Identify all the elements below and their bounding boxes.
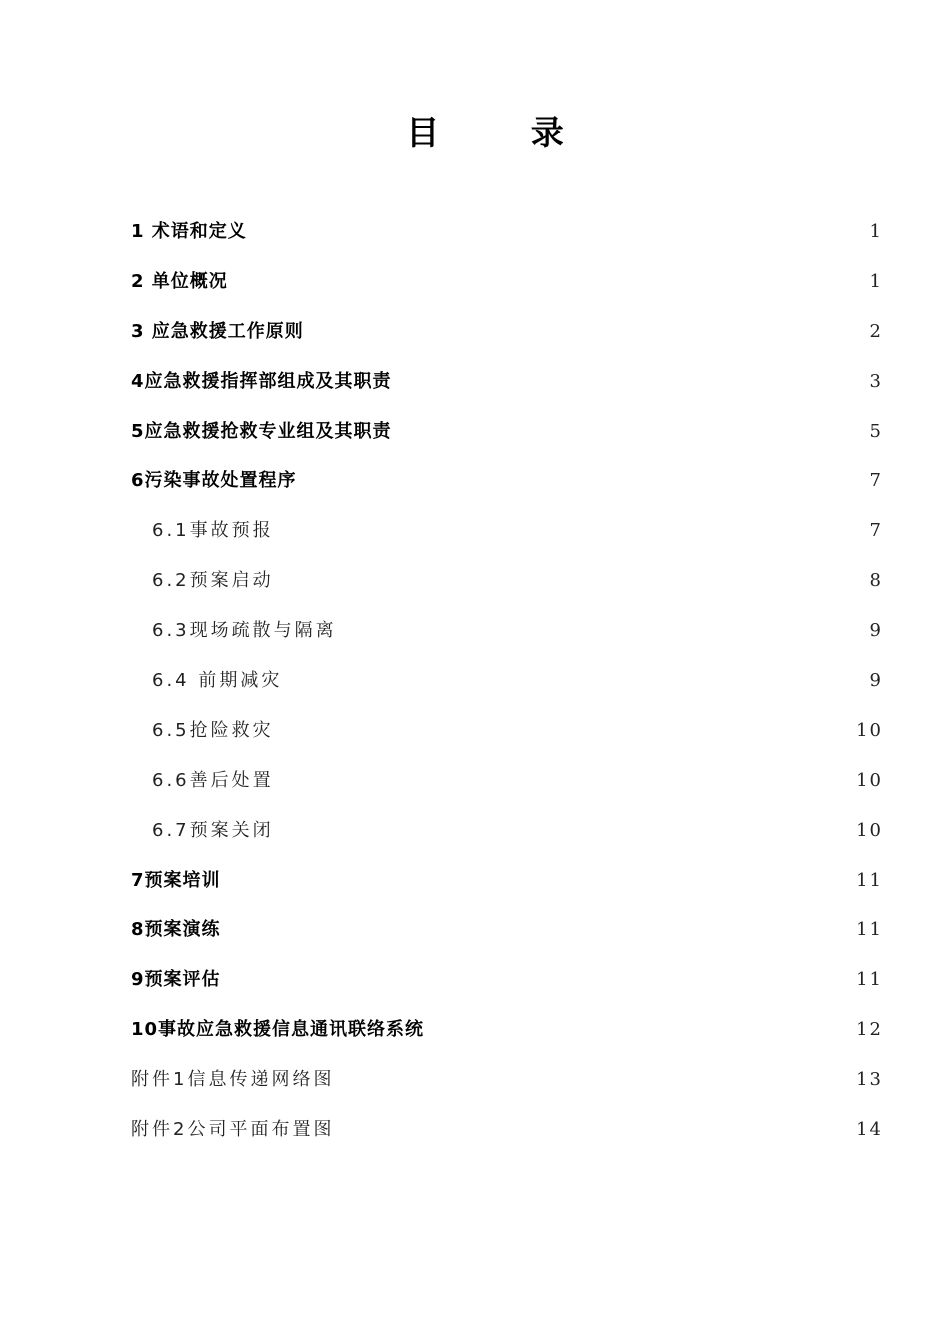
toc-leader-dots bbox=[276, 521, 866, 541]
toc-entry[interactable] bbox=[131, 1105, 883, 1155]
toc-entry[interactable] bbox=[131, 656, 883, 706]
toc-entry[interactable] bbox=[131, 1005, 883, 1055]
toc-entry-page-number: 9 bbox=[869, 670, 883, 692]
toc-entry[interactable] bbox=[131, 706, 883, 756]
toc-entry[interactable] bbox=[131, 905, 883, 955]
toc-entry[interactable] bbox=[131, 1055, 883, 1105]
toc-entry-page-number: 12 bbox=[856, 1019, 883, 1041]
toc-entry-label: 6污染事故处置程序 bbox=[131, 470, 297, 492]
toc-entry-label: 8预案演练 bbox=[131, 919, 221, 941]
toc-entry[interactable] bbox=[131, 407, 883, 457]
toc-entry[interactable] bbox=[131, 357, 883, 407]
toc-entry-page-number: 1 bbox=[869, 221, 883, 242]
toc-entry-page-number: 8 bbox=[869, 570, 883, 592]
toc-entry-page-number: 11 bbox=[856, 919, 883, 941]
toc-entry-label: 5应急救援抢救专业组及其职责 bbox=[131, 420, 392, 442]
toc-entry-page-number: 1 bbox=[869, 270, 883, 292]
toc-entry-page-number: 2 bbox=[869, 320, 883, 342]
toc-leader-dots bbox=[336, 1120, 852, 1140]
toc-entry[interactable] bbox=[131, 207, 883, 257]
toc-entry-page-number: 10 bbox=[856, 769, 883, 791]
toc-entry-page-number: 5 bbox=[869, 420, 883, 442]
toc-entry-page-number: 11 bbox=[856, 969, 883, 991]
toc-entry-page-number: 14 bbox=[856, 1119, 883, 1141]
toc-entry-page-number: 10 bbox=[856, 719, 883, 741]
toc-entry-label: 2 单位概况 bbox=[131, 270, 228, 292]
toc-entry-label: 9预案评估 bbox=[131, 969, 221, 991]
toc-entry-label: 6.7预案关闭 bbox=[152, 819, 274, 841]
toc-leader-dots bbox=[394, 372, 866, 392]
toc-leader-dots bbox=[223, 871, 853, 891]
toc-entry[interactable] bbox=[131, 556, 883, 606]
toc-entry-page-number: 3 bbox=[869, 370, 883, 392]
table-of-contents bbox=[131, 207, 883, 1155]
toc-entry-label: 附件2公司平面布置图 bbox=[131, 1119, 335, 1141]
toc-leader-dots bbox=[276, 571, 866, 591]
toc-leader-dots bbox=[306, 322, 866, 342]
toc-leader-dots bbox=[339, 621, 866, 641]
toc-entry-label: 6.3现场疏散与隔离 bbox=[152, 620, 337, 642]
toc-entry[interactable] bbox=[131, 506, 883, 556]
toc-entry-page-number: 13 bbox=[856, 1069, 883, 1091]
toc-leader-dots bbox=[299, 471, 866, 491]
toc-entry-page-number: 7 bbox=[869, 520, 883, 542]
toc-entry[interactable] bbox=[131, 806, 883, 856]
toc-entry[interactable] bbox=[131, 456, 883, 506]
toc-leader-dots bbox=[230, 272, 866, 292]
page-title: 目 录 bbox=[406, 113, 604, 152]
toc-leader-dots bbox=[276, 721, 852, 741]
toc-leader-dots bbox=[336, 1070, 852, 1090]
toc-entry[interactable] bbox=[131, 955, 883, 1005]
toc-entry-page-number: 9 bbox=[869, 620, 883, 642]
toc-entry-label: 6.5抢险救灾 bbox=[152, 719, 274, 741]
toc-leader-dots bbox=[426, 1020, 852, 1040]
toc-entry-page-number: 11 bbox=[856, 869, 883, 891]
toc-leader-dots bbox=[276, 821, 852, 841]
toc-leader-dots bbox=[276, 771, 852, 791]
toc-leader-dots bbox=[223, 970, 853, 990]
toc-entry-page-number: 10 bbox=[856, 819, 883, 841]
toc-leader-dots bbox=[284, 671, 865, 691]
toc-leader-dots bbox=[249, 222, 866, 242]
toc-entry-label: 1 术语和定义 bbox=[131, 221, 247, 242]
toc-entry-page-number: 7 bbox=[869, 470, 883, 492]
toc-entry-label: 附件1信息传递网络图 bbox=[131, 1069, 335, 1091]
toc-entry-label: 6.6善后处置 bbox=[152, 769, 274, 791]
toc-leader-dots bbox=[394, 422, 866, 442]
toc-entry[interactable] bbox=[131, 257, 883, 307]
toc-entry-label: 7预案培训 bbox=[131, 869, 221, 891]
toc-entry-label: 6.1事故预报 bbox=[152, 520, 274, 542]
toc-entry[interactable] bbox=[131, 606, 883, 656]
toc-entry-label: 10事故应急救援信息通讯联络系统 bbox=[131, 1019, 425, 1041]
toc-entry-label: 3 应急救援工作原则 bbox=[131, 320, 304, 342]
toc-entry-label: 6.4 前期减灾 bbox=[152, 670, 283, 692]
toc-entry-label: 6.2预案启动 bbox=[152, 570, 274, 592]
toc-entry[interactable] bbox=[131, 856, 883, 906]
toc-entry[interactable] bbox=[131, 756, 883, 806]
toc-entry-label: 4应急救援指挥部组成及其职责 bbox=[131, 370, 392, 392]
toc-leader-dots bbox=[223, 920, 853, 940]
toc-entry[interactable] bbox=[131, 307, 883, 357]
